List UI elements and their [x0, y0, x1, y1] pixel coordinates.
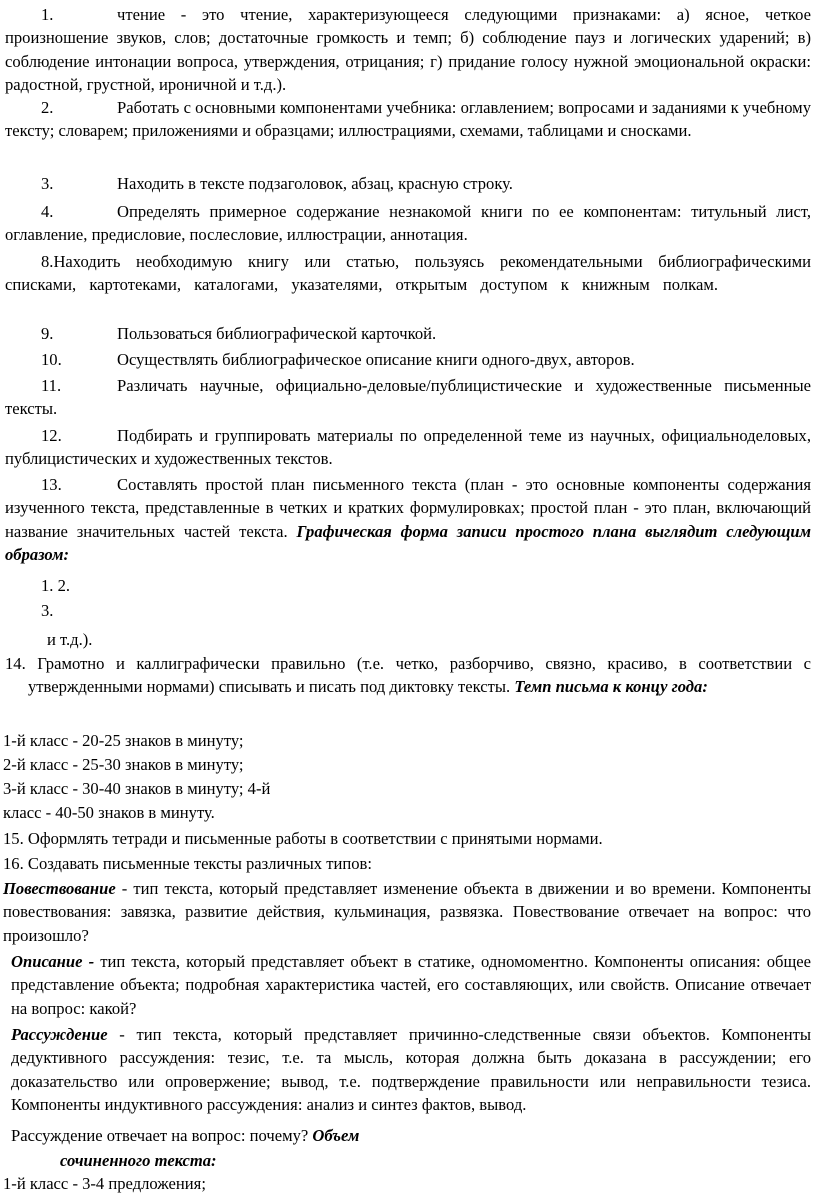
list-item-11: 11. Различать научные, официально-деловые/публицистические и художественные письменные тексты. — [5, 376, 811, 419]
volume-heading: сочиненного текста: — [60, 1151, 217, 1170]
list-item-2: 2. Работать с основными компонентами учебника: оглавлением; вопросами и заданиями к учебному тексту; словарем; приложениями и образцами; иллюстрациями, схемами, таблицами и сносками. — [5, 98, 811, 141]
list-item-8: 8.Находить необходимую книгу или статью, пользуясь рекомендательными библиографическими списками, картотеками, каталогами, указателями, открытым доступом к книжным полкам. — [5, 252, 811, 295]
description-paragraph: Описание - тип текста, который представляет объект в статике, одномоментно. Компоненты описания: общее представление объекта; подробная характеристика частей, его составляющих, или свойств. Описание отвечает на вопрос: какой? — [11, 952, 812, 1018]
plan-line-3: и т.д.). — [47, 630, 93, 649]
plan-line-2: 3. — [41, 601, 54, 620]
list-item-3: 3. Находить в тексте подзаголовок, абзац, красную строку. — [41, 174, 513, 193]
tempo-line-3: 3-й класс - 30-40 знаков в минуту; 4-й — [3, 779, 271, 798]
narration-paragraph: Повествование - тип текста, который представляет изменение объекта в движении и во времени. Компоненты повествования: завязка, развитие действия, кульминация, развязка. Повествование отвечает на вопрос: что произошло? — [3, 879, 811, 945]
list-item-12: 12. Подбирать и группировать материалы по определенной теме из научных, официальноделовых, публицистических и художественных текстов. — [5, 426, 811, 469]
list-item-1: 1. чтение - это чтение, характеризующееся следующими признаками: а) ясное, четкое произношение звуков, слов; достаточные громкость и темп; б) соблюдение пауз и логических ударений; в) соблюдение интонации вопроса, утверждения, отрицания; г) придание голосу нужной эмоциональной окраски: радостной, грустной, ироничной и т.д.). — [5, 5, 811, 94]
reasoning-paragraph: Рассуждение - тип текста, который представляет причинно-следственные связи объектов. Компоненты дедуктивного рассуждения: тезис, т.е. та мысль, которая должна быть доказана в рассуждении; его доказательство или опровержение; вывод, т.е. подтверждение правильности или неправильности тезиса. Компоненты индуктивного рассуждения: анализ и синтез фактов, вывод. — [11, 1025, 811, 1114]
list-item-15: 15. Оформлять тетради и письменные работы в соответствии с принятыми нормами. — [3, 829, 603, 848]
tempo-line-1: 1-й класс - 20-25 знаков в минуту; — [3, 731, 244, 750]
tempo-line-4: класс - 40-50 знаков в минуту. — [3, 803, 215, 822]
list-item-16: 16. Создавать письменные тексты различных типов: — [3, 854, 372, 873]
reasoning-question-line: Рассуждение отвечает на вопрос: почему? Объем — [11, 1126, 360, 1145]
plan-line-1: 1. 2. — [41, 576, 71, 595]
volume-line-1: 1-й класс - 3-4 предложения; — [3, 1174, 206, 1193]
list-item-4: 4. Определять примерное содержание незнакомой книги по ее компонентам: титульный лист, оглавление, предисловие, послесловие, иллюстрации, аннотация. — [5, 202, 811, 245]
list-item-9: 9. Пользоваться библиографической карточкой. — [41, 324, 437, 343]
list-item-10: 10. Осуществлять библиографическое описание книги одного-двух, авторов. — [41, 350, 635, 369]
list-item-14: 14. Грамотно и каллиграфически правильно (т.е. четко, разборчиво, связно, красиво, в соответствии с утвержденными нормами) списывать и писать под диктовку тексты. Темп письма к концу года: — [5, 654, 811, 697]
list-item-13: 13. Составлять простой план письменного текста (план - это основные компоненты содержания изученного текста, представленные в четких и кратких формулировках; простой план - это план, включающий название значительных частей текста. Графическая форма записи простого плана выглядит следующим образом: — [5, 475, 811, 564]
tempo-line-2: 2-й класс - 25-30 знаков в минуту; — [3, 755, 244, 774]
